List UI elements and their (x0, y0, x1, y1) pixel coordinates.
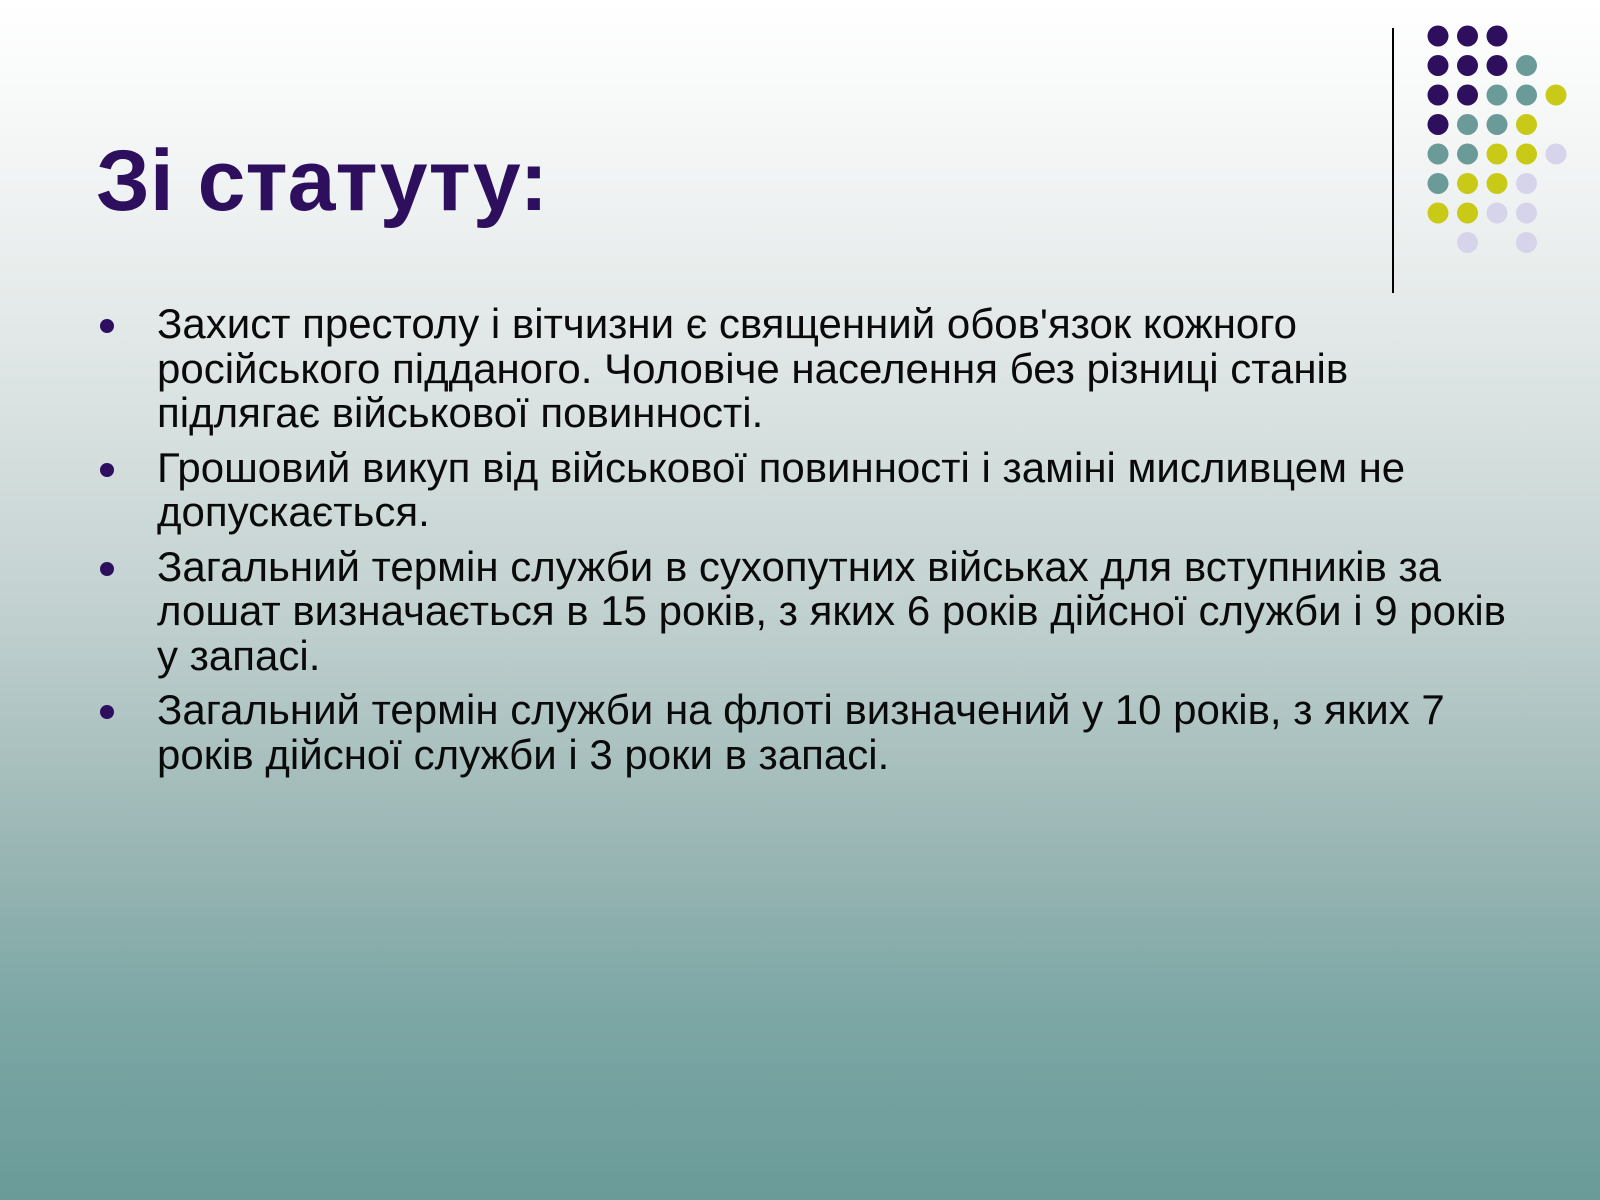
decorative-dot (1428, 26, 1449, 47)
bullet-icon (100, 463, 114, 477)
decorative-dot (1457, 173, 1478, 194)
bullet-item (98, 688, 1518, 777)
decorative-dot (1516, 55, 1537, 76)
bullet-text: Загальний термін служби на флоті визначений у 10 років, з яких 7 років дійсної служби і 3 роки в запасі. (157, 686, 1445, 778)
title-divider-line (1392, 28, 1394, 293)
decorative-dot (1457, 26, 1478, 47)
decorative-dot (1487, 55, 1508, 76)
decorative-dot (1428, 55, 1449, 76)
decorative-dot (1516, 232, 1537, 253)
decorative-dot (1457, 85, 1478, 106)
bullet-icon (100, 562, 114, 576)
decorative-dot (1487, 144, 1508, 165)
decorative-dot (1546, 85, 1567, 106)
decorative-dot (1428, 144, 1449, 165)
decorative-dot (1487, 173, 1508, 194)
bullet-icon (100, 705, 114, 719)
decorative-dot (1516, 173, 1537, 194)
slide-title: Зі статуту: (96, 133, 549, 229)
decorative-dot (1516, 85, 1537, 106)
bullet-text: Грошовий викуп від військової повинності і заміні мисливцем не допускається. (157, 443, 1406, 535)
decorative-dot (1428, 85, 1449, 106)
decorative-dot (1428, 114, 1449, 135)
decorative-dot (1516, 114, 1537, 135)
decorative-dot (1428, 173, 1449, 194)
bullet-icon (100, 319, 114, 333)
bullet-text: Захист престолу і вітчизни є священний обов'язок кожного російського підданого. Чоловіче населення без різниці станів підлягає військової повинності. (157, 300, 1349, 436)
bullet-list (98, 302, 1518, 787)
decorative-dot (1457, 232, 1478, 253)
bullet-item (98, 443, 1518, 535)
decorative-dot (1516, 203, 1537, 224)
decorative-dot (1457, 55, 1478, 76)
decorative-dot (1457, 114, 1478, 135)
bullet-item (98, 542, 1518, 679)
decorative-dot (1516, 144, 1537, 165)
decorative-dot (1487, 85, 1508, 106)
decorative-dot (1457, 144, 1478, 165)
decorative-dot (1487, 114, 1508, 135)
decorative-dot-grid (1425, 25, 1575, 265)
dot-grid-svg (1425, 25, 1575, 265)
decorative-dot (1428, 203, 1449, 224)
decorative-dot (1546, 144, 1567, 165)
bullet-item (98, 302, 1518, 436)
decorative-dot (1487, 26, 1508, 47)
decorative-dot (1487, 203, 1508, 224)
bullet-text: Загальний термін служби в сухопутних військах для вступників за лошат визначається в 15 років, з яких 6 років дійсної служби і 9 років у запасі. (157, 542, 1506, 679)
decorative-dot (1457, 203, 1478, 224)
